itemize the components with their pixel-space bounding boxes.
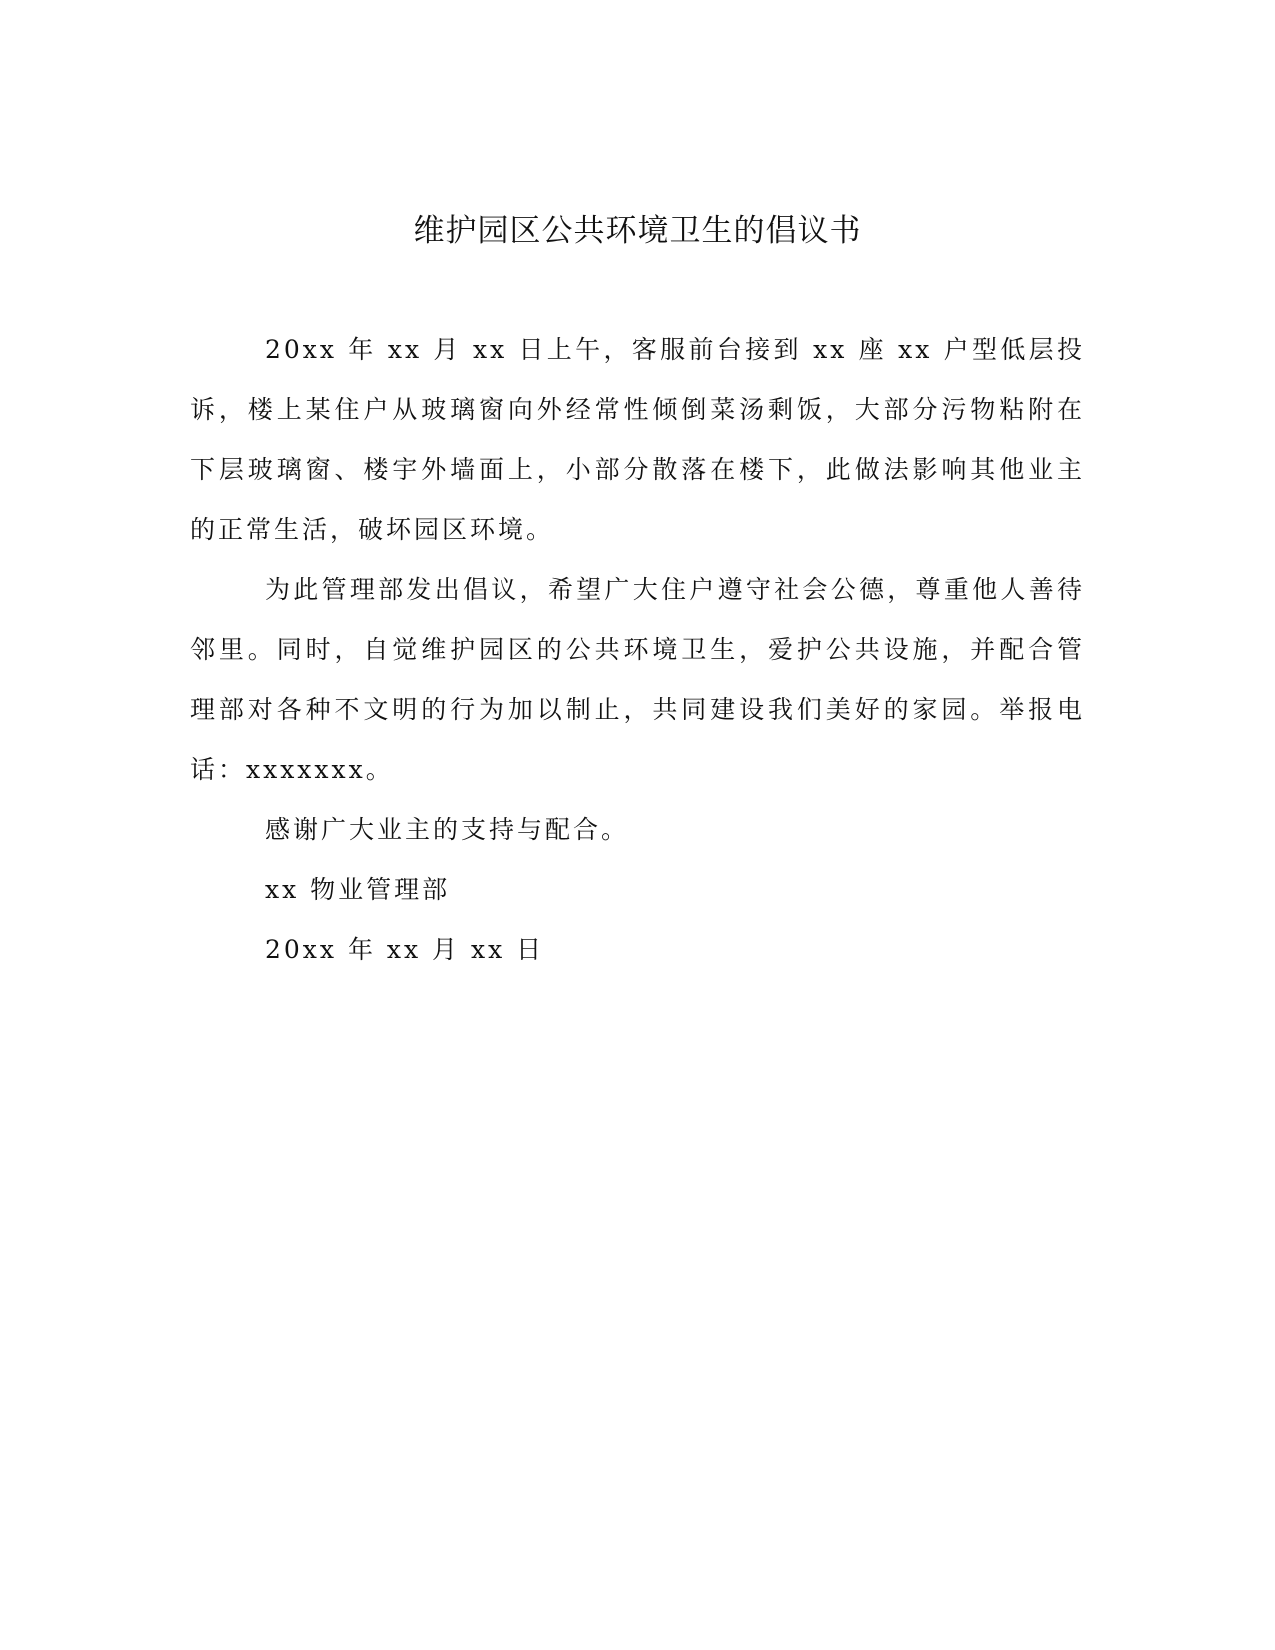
paragraph-complaint: 20xx 年 xx 月 xx 日上午，客服前台接到 xx 座 xx 户型低层投诉，楼上某住户从玻璃窗向外经常性倾倒菜汤剩饭，大部分污物粘附在下层玻璃窗、楼宇外墙面上，小部分散落在楼下，此做法影响其他业主的正常生活，破坏园区环境。 — [190, 335, 1085, 544]
paragraph-proposal: 为此管理部发出倡议，希望广大住户遵守社会公德，尊重他人善待邻里。同时，自觉维护园区的公共环境卫生，爱护公共设施，并配合管理部对各种不文明的行为加以制止，共同建设我们美好的家园。举报电话：xxxxxxx。 — [190, 575, 1085, 784]
document-title: 维护园区公共环境卫生的倡议书 — [413, 213, 862, 249]
document-body — [190, 320, 1085, 980]
paragraph-thanks: 感谢广大业主的支持与配合。 — [265, 815, 630, 844]
document-date: 20xx 年 xx 月 xx 日 — [265, 935, 545, 964]
signature: xx 物业管理部 — [265, 875, 451, 904]
